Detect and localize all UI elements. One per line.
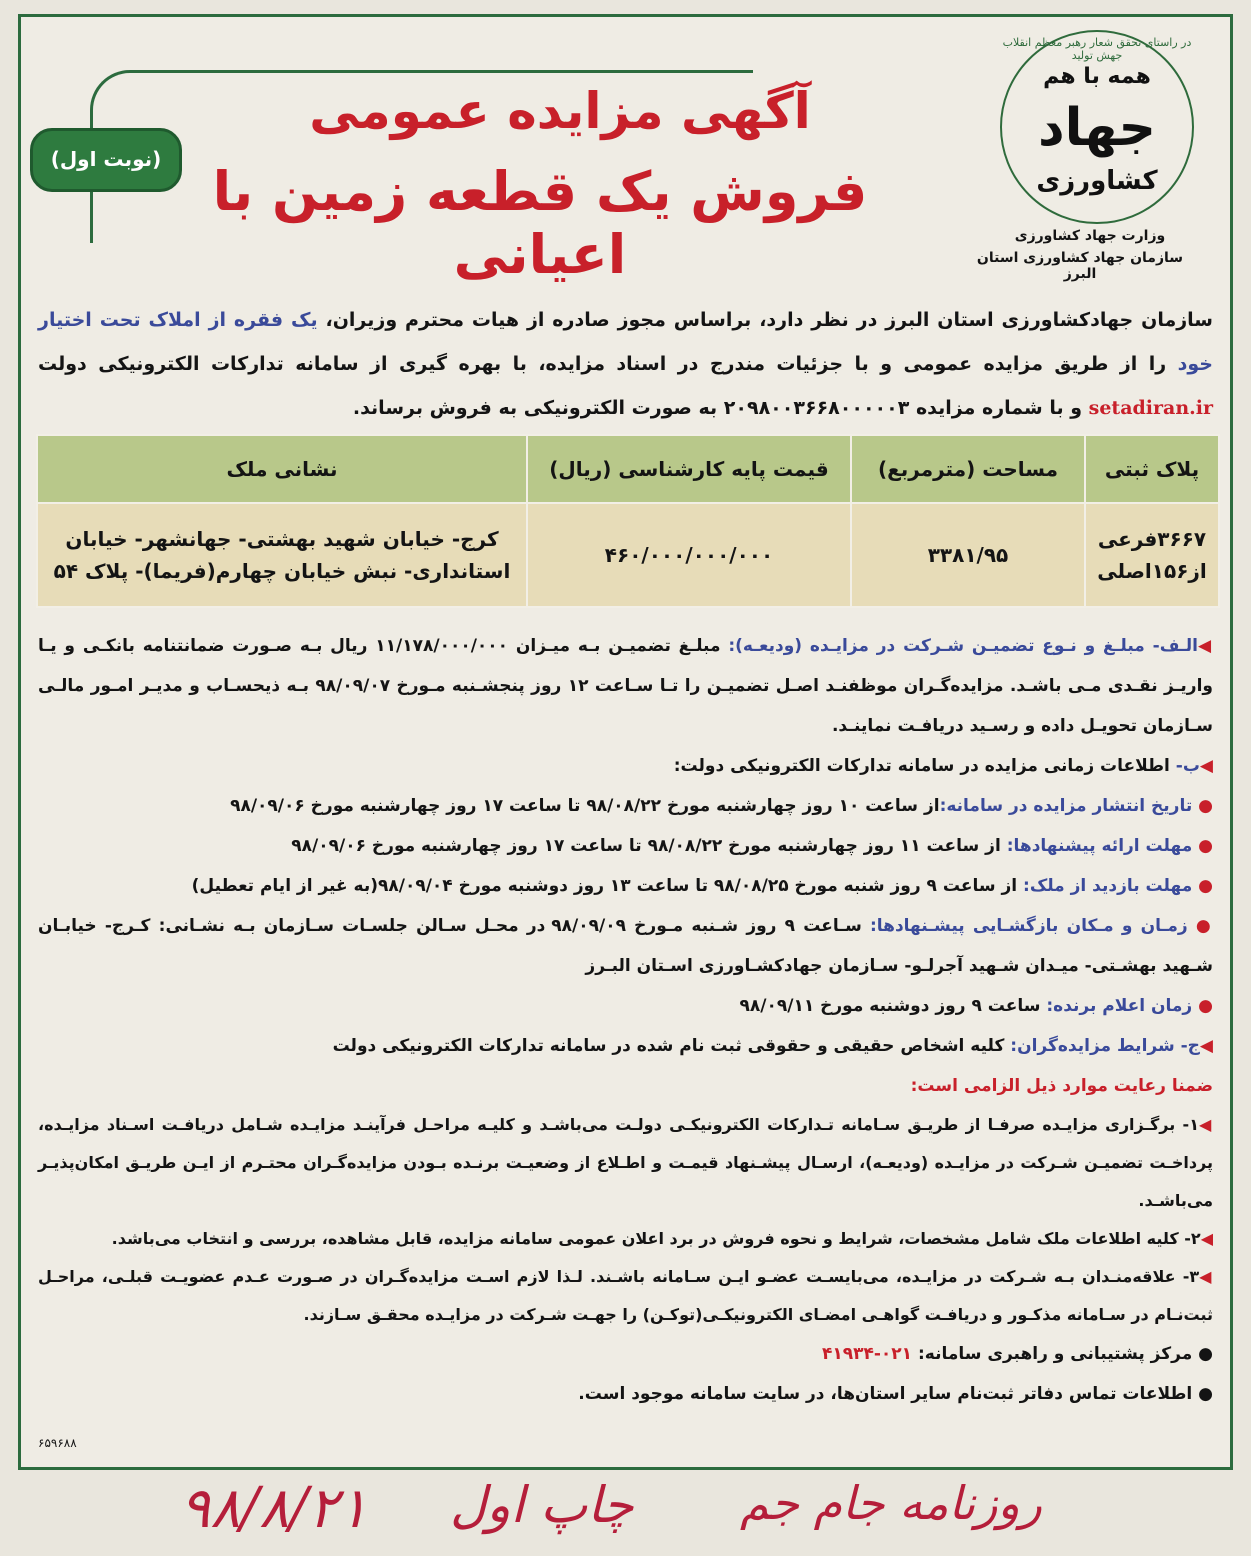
note-3: [38, 1258, 1213, 1334]
bullet-icon: ●: [1187, 916, 1213, 936]
notice-body: [38, 626, 1213, 1414]
address-line-1: کرج- خیابان شهید بهشتی- جهانشهر- خیابان: [65, 527, 499, 551]
intro-org: سازمان جهادکشاورزی استان البرز: [885, 309, 1213, 331]
section-a-label: الـف- مبلـغ و نـوع تضمیـن شـرکت در مزایـده (ودیعـه):: [728, 636, 1198, 656]
intro-text-1: در نظر دارد، براساس مجوز صادره از هیات محترم وزیران،: [317, 309, 886, 331]
opening-label: زمـان و مـکان بازگشـایی پیشـنهادها:: [869, 916, 1188, 936]
winner-announcement: [38, 986, 1213, 1026]
section-a: [38, 626, 1213, 746]
handwritten-print: چاپ اول: [450, 1476, 634, 1534]
bullet-icon: ●: [1192, 1344, 1213, 1364]
header-plate: پلاک ثبتی: [1085, 435, 1219, 503]
handwritten-paper: روزنامه جام جم: [740, 1476, 1042, 1530]
winner-label: زمان اعلام برنده:: [1046, 996, 1193, 1016]
section-c-text: کلیه اشخاص حقیقی و حقوقی ثبت نام شده در سامانه تدارکات الکترونیکی دولت: [332, 1036, 1011, 1056]
bullet-icon: ●: [1192, 836, 1213, 856]
section-b-label: ب-: [1169, 756, 1200, 776]
note-heading: ضمنا رعایت موارد ذیل الزامی است:: [910, 1076, 1213, 1096]
property-table: [36, 434, 1220, 608]
publish-label: تاریخ انتشار مزایده در سامانه:: [939, 796, 1193, 816]
support-line: [38, 1334, 1213, 1374]
intro-highlight: یک فقره از املاک تحت اختیار خود: [38, 309, 1213, 375]
offices-text: اطلاعات تماس دفاتر ثبت‌نام سایر استان‌ها، در سایت سامانه موجود است.: [578, 1384, 1193, 1404]
handwritten-date: ۹۸/۸/۲۱: [180, 1476, 369, 1541]
note-2-text: ۲- کلیه اطلاعات ملک شامل مشخصات، شرایط و نحوه فروش در برد اعلان عمومی سامانه مزایده، قابل مشاهده، بررسی و انتخاب می‌باشد.: [111, 1229, 1201, 1248]
intro-paragraph: [38, 298, 1213, 430]
arrow-icon: ◀: [1199, 756, 1213, 776]
header-address: نشانی ملک: [37, 435, 527, 503]
intro-text-3: و با شماره مزایده ۲۰۹۸۰۰۳۶۶۸۰۰۰۰۰۳ به صورت الکترونیکی به فروش برساند.: [352, 397, 1089, 419]
opening-text: سـاعت ۹ روز شـنبه مـورخ ۹۸/۰۹/۰۹ در محـل سـالن جلسـات سـازمان بـه نشـانی: کـرج- خیابـان شـهید بهشـتی- میـدان شـهید آجرلـو- سـازمان جهادکشـاورزی اسـتان البـرز: [38, 916, 1213, 976]
table-row: [37, 503, 1219, 607]
support-phone: ۰۲۱-۴۱۹۳۴: [821, 1344, 913, 1364]
logo-ring-text: در راستای تحقق شعار رهبر معظم انقلاب جهش تولید: [1002, 36, 1192, 62]
cell-price: ۴۶۰/۰۰۰/۰۰۰/۰۰۰: [527, 503, 851, 607]
arrow-icon: ◀: [1198, 636, 1213, 656]
arrow-icon: ◀: [1199, 1036, 1213, 1056]
address-line-2: استانداری- نبش خیابان چهارم(فریما)- پلاک ۵۴: [53, 559, 511, 583]
jahad-logo: [1000, 30, 1194, 224]
cell-address: [37, 503, 527, 607]
intro-text-2: را از طریق مزایده عمومی و با جزئیات مندرج در اسناد مزایده، با بهره گیری از سامانه تدارکات الکترونیکی دولت: [38, 353, 1178, 375]
bullet-icon: ●: [1192, 796, 1213, 816]
section-b-text: اطلاعات زمانی مزایده در سامانه تدارکات الکترونیکی دولت:: [673, 756, 1170, 776]
visit-deadline: [38, 866, 1213, 906]
section-c-label: ج- شرایط مزایده‌گران:: [1010, 1036, 1200, 1056]
header-area: مساحت (مترمربع): [851, 435, 1085, 503]
table-header-row: [37, 435, 1219, 503]
visit-label: مهلت بازدید از ملک:: [1023, 876, 1193, 896]
publish-dates: [38, 786, 1213, 826]
section-b: [38, 746, 1213, 786]
cell-area: ۳۳۸۱/۹۵: [851, 503, 1085, 607]
plate-line-2: از۱۵۶اصلی: [1097, 559, 1207, 583]
logo-line-2: جهاد: [1037, 98, 1156, 158]
arrow-icon: ◀: [1199, 1267, 1213, 1286]
title-line-1: آگهی مزایده عمومی: [309, 82, 811, 140]
arrow-icon: ◀: [1200, 1229, 1213, 1248]
header-price: قیمت پایه کارشناسی (ریال): [527, 435, 851, 503]
bullet-icon: ●: [1192, 1384, 1213, 1404]
intro-url: setadiran.ir: [1088, 397, 1213, 419]
title-line-2: فروش یک قطعه زمین با اعیانی: [212, 160, 868, 286]
note-1-text: ۱- برگـزاری مزایـده صرفـا از طریـق سـامانه تـدارکات الکترونیکـی دولـت می‌باشـد و کلیـه مراحـل فرآینـد مزایـده شـامل دریافـت اسـناد مزایـده، پرداخـت تضمیـن شـرکت در مزایـده (ودیعـه)، ارسـال پیشـنهاد قیمـت و اطـلاع از وضعیـت برنـده بـودن مزایده‌گـران محتـرم از ایـن طریـق امکان‌پذیـر می‌باشـد.: [38, 1115, 1213, 1210]
section-c: [38, 1026, 1213, 1066]
offices-line: [38, 1374, 1213, 1414]
note-2: [38, 1220, 1213, 1258]
organization-name: سازمان جهاد کشاورزی استان البرز: [976, 250, 1184, 282]
note-1: [38, 1106, 1213, 1220]
section-a-text: مبلـغ تضمیـن بـه میـزان ۱۱/۱۷۸/۰۰۰/۰۰۰ ریال بـه صـورت ضمانتنامه بانکـی و یـا واریـز نقـدی مـی باشـد. مزایده‌گـران موظفنـد اصـل تضمیـن را تـا سـاعت ۱۲ روز پنجشـنبه مـورخ ۹۸/۰۹/۰۷ بـه ذیحسـاب و مدیـر امـور مالـی سـازمان تحویـل داده و رسـید دریافـت نماینـد.: [38, 636, 1213, 736]
publish-text: از ساعت ۱۰ روز چهارشنبه مورخ ۹۸/۰۸/۲۲ تا ساعت ۱۷ روز چهارشنبه مورخ ۹۸/۰۹/۰۶: [230, 796, 940, 816]
opening-time: [38, 906, 1213, 986]
ministry-name: وزارت جهاد کشاورزی: [1014, 228, 1166, 244]
winner-text: ساعت ۹ روز دوشنبه مورخ ۹۸/۰۹/۱۱: [739, 996, 1047, 1016]
plate-line-1: ۳۶۶۷فرعی: [1097, 527, 1207, 551]
logo-line-1: همه با هم: [1043, 64, 1151, 89]
round-badge: (نوبت اول): [30, 128, 182, 192]
notice-code: ۶۵۹۶۸۸: [38, 1436, 77, 1450]
bullet-icon: ●: [1192, 876, 1213, 896]
bid-text: از ساعت ۱۱ روز چهارشنبه مورخ ۹۸/۰۸/۲۲ تا ساعت ۱۷ روز چهارشنبه مورخ ۹۸/۰۹/۰۶: [291, 836, 1007, 856]
bid-deadline: [38, 826, 1213, 866]
bullet-icon: ●: [1192, 996, 1213, 1016]
logo-line-3: کشاورزی: [1036, 166, 1158, 196]
arrow-icon: ◀: [1198, 1115, 1214, 1134]
support-label: مرکز پشتیبانی و راهبری سامانه:: [912, 1344, 1193, 1364]
bid-label: مهلت ارائه پیشنهادها:: [1006, 836, 1193, 856]
cell-plate: [1085, 503, 1219, 607]
note-3-text: ۳- علاقه‌منـدان بـه شـرکت در مزایـده، می‌بایسـت عضـو ایـن سـامانه باشـند. لـذا لازم اسـت مزایده‌گـران در صـورت عـدم عضویـت قبلـی، مراحـل ثبت‌نـام در سـامانه مذکـور و دریافـت گواهـی امضـای الکترونیکـی(توکـن) را جهـت شـرکت در مزایـده محقـق سـازند.: [38, 1267, 1213, 1324]
visit-text: از ساعت ۹ روز شنبه مورخ ۹۸/۰۸/۲۵ تا ساعت ۱۳ روز دوشنبه مورخ ۹۸/۰۹/۰۴(به غیر از ایام تعطیل): [191, 876, 1024, 896]
